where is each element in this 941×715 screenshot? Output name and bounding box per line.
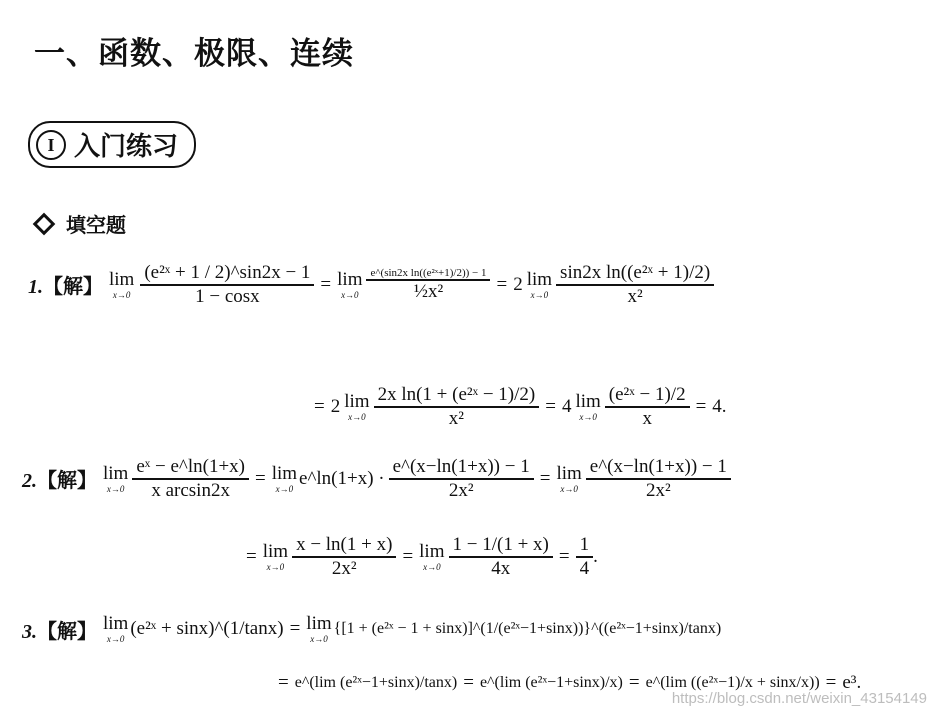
limit-operator: lim x→0 [306,613,332,644]
fraction: $\frac{\text{(e²ˣ − 1)/2}}{x}$ [605,384,690,430]
fraction: $\frac{\text{(e²ˣ + 1 / 2)\textasciicircum{}sin2x − 1}}{1 - \cos x}$ [140,262,314,308]
subsection-heading [36,209,126,238]
fraction: $\frac{1}{4}$ [576,534,594,580]
problem-2-label: 2.【解】 [22,468,97,493]
section-label: 入门练习 [74,132,179,162]
fraction: $\frac{e\^{}(x-\ln(1+x)) - 1}{\text{2x²}}$ [389,456,534,502]
limit-operator: lim x→0 [109,268,135,300]
section-badge [28,121,196,168]
watermark-url: https://blog.csdn.net/weixin_43154149 [671,690,927,707]
limit-operator: lim x→0 [337,268,363,300]
fraction: $\frac{\text{2x ln(1 + (e²ˣ − 1)/2)}}{\text{x²}}$ [374,384,540,430]
problem-2-line-1: 2.【解】 lim x→0 $\frac{\text{eˣ − e\textasciicircum{}ln(1+x)}}{\text{x arcsin2x}}$ = lim x→0 e^ln(1+x) · $\frac{e\^{}(x-\ln(1+x)) - 1}{\text{2x²}}$ = lim x→0 $\frac{e\^{}(x-\ln(1+x)) - 1}{\text{2x²}}$ [22,456,731,502]
fraction: $\frac{x - \ln(1 + x)}{\text{2x²}}$ [292,534,396,580]
chapter-title: 一、函数、极限、连续 [34,36,354,72]
limit-operator: lim x→0 [344,390,370,422]
limit-operator: lim x→0 [419,540,445,572]
roman-numeral-badge: I [36,130,66,160]
limit-operator: lim x→0 [575,390,601,422]
problem-3-line-1: 3.【解】 lim x→0 (e²ˣ + sinx)^(1/tanx) = lim x→0 {[1 + (e²ˣ − 1 + sinx)]^(1/(e²ˣ−1+sinx))}^((e²ˣ−1+sinx)/tanx) [22,613,722,644]
fraction: $\frac{\text{eˣ − e\textasciicircum{}ln(1+x)}}{\text{x arcsin2x}}$ [132,456,249,502]
problem-1-line-1: 1.【解】 lim x→0 $\frac{\text{(e²ˣ + 1 / 2)\textasciicircum{}sin2x − 1}}{1 - \cos x}$ = lim x→0 $\frac{\text{e\textasciicircum{}(sin2x ln((e²ˣ+1)/2)) − 1}}{\text{½x²}}$ = 2 lim x→0 $\frac{\text{sin2x ln((e²ˣ + 1)/2)}}{\text{x²}}$ [28,262,714,308]
problem-1-line-2: = 2 lim x→0 $\frac{\text{2x ln(1 + (e²ˣ − 1)/2)}}{\text{x²}}$ = 4 lim x→0 $\frac{\text{(e²ˣ − 1)/2}}{x}$ = 4. [314,384,727,429]
limit-operator: lim x→0 [262,540,289,572]
problem-3-line-2: = e^(lim (e²ˣ−1+sinx)/tanx) = e^(lim (e²ˣ−1+sinx)/x) = e^(lim ((e²ˣ−1)/x + sinx/x)) = e³. [278,672,862,693]
limit-operator: lim x→0 [271,462,298,494]
problem-3-label: 3.【解】 [22,618,97,643]
subsection-label: 填空题 [66,213,126,237]
diamond-bullet-icon [33,212,56,235]
limit-operator: lim x→0 [556,462,582,494]
problem-1-label: 1.【解】 [28,274,103,299]
limit-operator: lim x→0 [526,268,553,300]
fraction: $\frac{\text{sin2x ln((e²ˣ + 1)/2)}}{\text{x²}}$ [556,262,714,308]
limit-operator: lim x→0 [103,462,129,494]
fraction: $\frac{e\^{}(x-\ln(1+x)) - 1}{\text{2x²}}$ [586,456,731,502]
limit-operator: lim x→0 [103,613,129,644]
fraction: $\frac{1 - 1/(1 + x)}{4x}$ [449,534,553,580]
fraction: $\frac{\text{e\textasciicircum{}(sin2x ln((e²ˣ+1)/2)) − 1}}{\text{½x²}}$ [366,267,490,303]
problem-2-line-2: = lim x→0 $\frac{x - \ln(1 + x)}{\text{2x²}}$ = lim x→0 $\frac{1 - 1/(1 + x)}{4x}$ = $\frac{1}{4}$ . [246,534,598,579]
